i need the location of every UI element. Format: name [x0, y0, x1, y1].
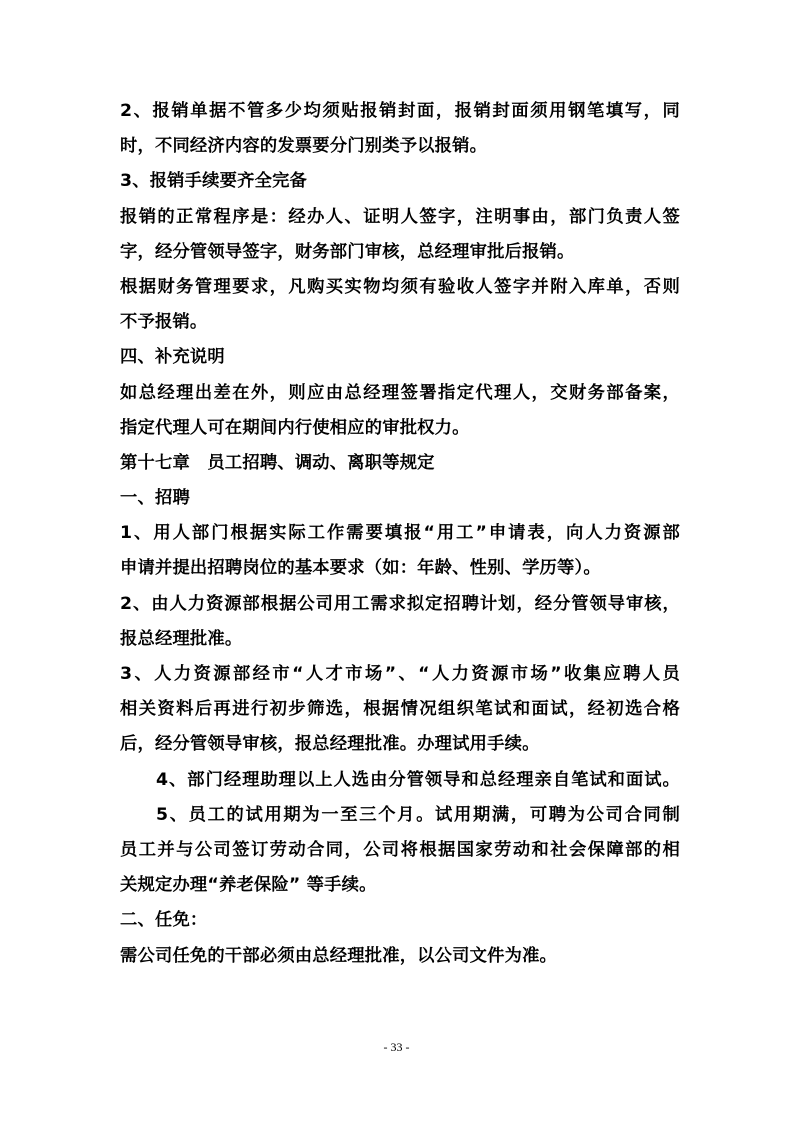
paragraph-line: 相关资料后再进行初步筛选，根据情况组织笔试和面试，经初选合格: [120, 699, 680, 720]
paragraph-line: 员工并与公司签订劳动合同，公司将根据国家劳动和社会保障部的相: [120, 839, 680, 860]
paragraph-line: 2、报销单据不管多少均须贴报销封面，报销封面须用钢笔填写，同: [120, 101, 680, 121]
paragraph-line: 字，经分管领导签字，财务部门审核，总经理审批后报销。: [120, 241, 575, 262]
list-heading: 3、报销手续要齐全完备: [120, 171, 308, 192]
paragraph-line: 不予报销。: [120, 312, 208, 333]
chapter-heading: 第十七章 员工招聘、调动、离职等规定: [120, 452, 435, 473]
section-heading: 四、补充说明: [120, 347, 225, 368]
paragraph-line: 时，不同经济内容的发票要分门别类予以报销。: [120, 136, 488, 157]
paragraph-line: 报总经理批准。: [120, 628, 243, 649]
section-heading: 一、招聘: [120, 488, 190, 509]
paragraph-line: 根据财务管理要求，凡购买实物均须有验收人签字并附入库单，否则: [120, 276, 680, 297]
paragraph-line: 关规定办理“养老保险” 等手续。: [120, 875, 377, 896]
paragraph-line: 5、员工的试用期为一至三个月。试用期满，可聘为公司合同制: [156, 804, 680, 825]
paragraph-line: 报销的正常程序是：经办人、证明人签字，注明事由，部门负责人签: [120, 206, 680, 227]
paragraph-line: 需公司任免的干部必须由总经理批准，以公司文件为准。: [120, 945, 558, 966]
section-heading: 二、任免：: [120, 910, 208, 931]
paragraph-line: 后，经分管领导审核，报总经理批准。办理试用手续。: [120, 734, 540, 755]
page-body: [120, 94, 680, 974]
paragraph-line: 3、人力资源部经市“人才市场”、“人力资源市场”收集应聘人员: [120, 664, 680, 684]
paragraph-line: 4、部门经理助理以上人选由分管领导和总经理亲自笔试和面试。: [156, 769, 680, 790]
paragraph-line: 申请并提出招聘岗位的基本要求（如：年龄、性别、学历等）。: [120, 558, 601, 579]
paragraph-line: 如总经理出差在外，则应由总经理签署指定代理人，交财务部备案，: [120, 382, 680, 403]
paragraph-line: 1、用人部门根据实际工作需要填报“用工”申请表，向人力资源部: [120, 523, 680, 544]
page-number: - 33 -: [383, 1040, 410, 1054]
paragraph-line: 2、由人力资源部根据公司用工需求拟定招聘计划，经分管领导审核，: [120, 593, 680, 614]
paragraph-line: 指定代理人可在期间内行使相应的审批权力。: [120, 417, 470, 438]
